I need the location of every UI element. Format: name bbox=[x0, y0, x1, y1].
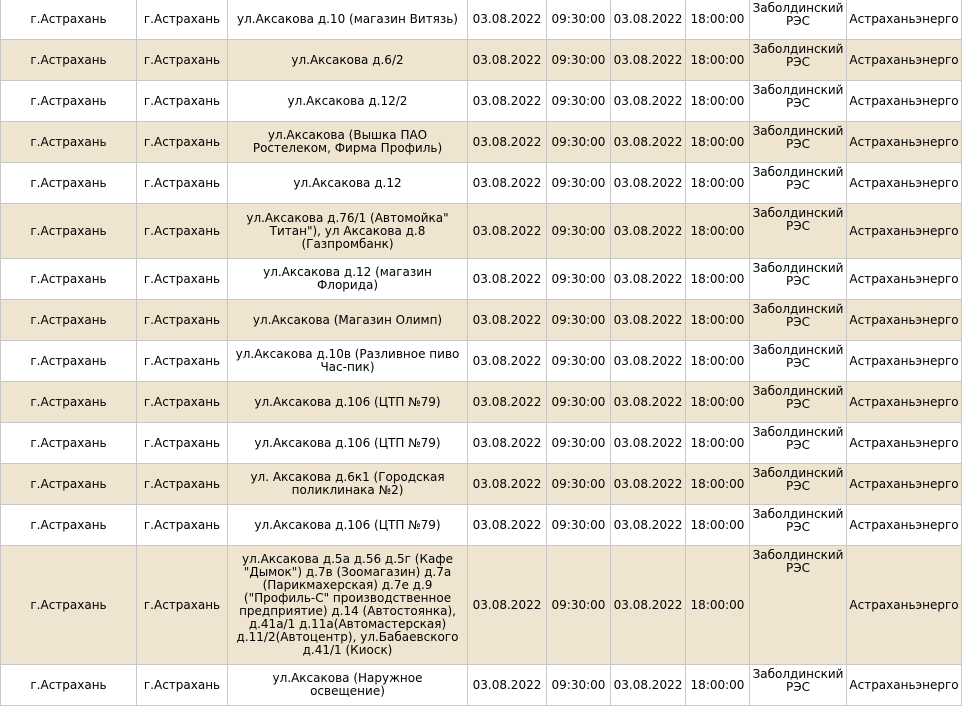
start-date-cell: 03.08.2022 bbox=[468, 300, 547, 341]
locality-cell: г.Астрахань bbox=[1, 259, 137, 300]
start-time-cell: 09:30:00 bbox=[547, 204, 611, 259]
settlement-cell: г.Астрахань bbox=[137, 300, 228, 341]
res-cell: Заболдинский РЭС bbox=[750, 259, 847, 300]
locality-cell: г.Астрахань bbox=[1, 341, 137, 382]
start-date-cell: 03.08.2022 bbox=[468, 341, 547, 382]
end-time-cell: 18:00:00 bbox=[686, 300, 750, 341]
table-row bbox=[1, 341, 962, 382]
end-time-cell: 18:00:00 bbox=[686, 0, 750, 40]
end-date-cell: 03.08.2022 bbox=[611, 300, 686, 341]
end-date-cell: 03.08.2022 bbox=[611, 546, 686, 665]
settlement-cell: г.Астрахань bbox=[137, 505, 228, 546]
table-row bbox=[1, 204, 962, 259]
settlement-cell: г.Астрахань bbox=[137, 204, 228, 259]
table-row bbox=[1, 81, 962, 122]
end-time-cell: 18:00:00 bbox=[686, 122, 750, 163]
res-cell: Заболдинский РЭС bbox=[750, 300, 847, 341]
company-cell: Астраханьэнерго bbox=[847, 122, 962, 163]
end-date-cell: 03.08.2022 bbox=[611, 505, 686, 546]
start-date-cell: 03.08.2022 bbox=[468, 546, 547, 665]
table-row bbox=[1, 163, 962, 204]
address-cell: ул.Аксакова д.106 (ЦТП №79) bbox=[228, 382, 468, 423]
res-cell: Заболдинский РЭС bbox=[750, 122, 847, 163]
table-row bbox=[1, 382, 962, 423]
locality-cell: г.Астрахань bbox=[1, 204, 137, 259]
address-cell: ул.Аксакова д.106 (ЦТП №79) bbox=[228, 423, 468, 464]
start-date-cell: 03.08.2022 bbox=[468, 81, 547, 122]
end-date-cell: 03.08.2022 bbox=[611, 423, 686, 464]
company-cell: Астраханьэнерго bbox=[847, 505, 962, 546]
table-row bbox=[1, 300, 962, 341]
locality-cell: г.Астрахань bbox=[1, 423, 137, 464]
end-time-cell: 18:00:00 bbox=[686, 204, 750, 259]
end-time-cell: 18:00:00 bbox=[686, 546, 750, 665]
locality-cell: г.Астрахань bbox=[1, 0, 137, 40]
end-date-cell: 03.08.2022 bbox=[611, 259, 686, 300]
start-time-cell: 09:30:00 bbox=[547, 40, 611, 81]
settlement-cell: г.Астрахань bbox=[137, 122, 228, 163]
table-row bbox=[1, 40, 962, 81]
address-cell: ул.Аксакова д.76/1 (Автомойка" Титан"), ул Аксакова д.8 (Газпромбанк) bbox=[228, 204, 468, 259]
table-row bbox=[1, 423, 962, 464]
end-date-cell: 03.08.2022 bbox=[611, 341, 686, 382]
start-time-cell: 09:30:00 bbox=[547, 0, 611, 40]
company-cell: Астраханьэнерго bbox=[847, 163, 962, 204]
company-cell: Астраханьэнерго bbox=[847, 81, 962, 122]
start-date-cell: 03.08.2022 bbox=[468, 464, 547, 505]
res-cell: Заболдинский РЭС bbox=[750, 163, 847, 204]
start-time-cell: 09:30:00 bbox=[547, 423, 611, 464]
company-cell: Астраханьэнерго bbox=[847, 341, 962, 382]
start-date-cell: 03.08.2022 bbox=[468, 423, 547, 464]
address-cell: ул. Аксакова д.6к1 (Городская поликлинака №2) bbox=[228, 464, 468, 505]
end-date-cell: 03.08.2022 bbox=[611, 163, 686, 204]
settlement-cell: г.Астрахань bbox=[137, 0, 228, 40]
address-cell: ул.Аксакова (Магазин Олимп) bbox=[228, 300, 468, 341]
start-date-cell: 03.08.2022 bbox=[468, 122, 547, 163]
address-cell: ул.Аксакова д.106 (ЦТП №79) bbox=[228, 505, 468, 546]
start-time-cell: 09:30:00 bbox=[547, 464, 611, 505]
res-cell: Заболдинский РЭС bbox=[750, 0, 847, 40]
company-cell: Астраханьэнерго bbox=[847, 423, 962, 464]
address-cell: ул.Аксакова д.6/2 bbox=[228, 40, 468, 81]
table-row bbox=[1, 665, 962, 706]
end-date-cell: 03.08.2022 bbox=[611, 81, 686, 122]
res-cell: Заболдинский РЭС bbox=[750, 423, 847, 464]
res-cell: Заболдинский РЭС bbox=[750, 81, 847, 122]
end-date-cell: 03.08.2022 bbox=[611, 464, 686, 505]
res-cell: Заболдинский РЭС bbox=[750, 505, 847, 546]
locality-cell: г.Астрахань bbox=[1, 300, 137, 341]
address-cell: ул.Аксакова д.5а д.56 д.5г (Кафе "Дымок") д.7в (Зоомагазин) д.7а (Парикмахерская) д.7е д.9 ("Профиль-С" производственное предприятие) д.14 (Автостоянка), д.41а/1 д.11а(Автомастерская) д.11/2(Автоцентр), ул.Бабаевского д.41/1 (Киоск) bbox=[228, 546, 468, 665]
start-time-cell: 09:30:00 bbox=[547, 665, 611, 706]
settlement-cell: г.Астрахань bbox=[137, 546, 228, 665]
end-date-cell: 03.08.2022 bbox=[611, 204, 686, 259]
end-date-cell: 03.08.2022 bbox=[611, 665, 686, 706]
company-cell: Астраханьэнерго bbox=[847, 204, 962, 259]
locality-cell: г.Астрахань bbox=[1, 665, 137, 706]
start-date-cell: 03.08.2022 bbox=[468, 382, 547, 423]
res-cell: Заболдинский РЭС bbox=[750, 382, 847, 423]
settlement-cell: г.Астрахань bbox=[137, 341, 228, 382]
start-date-cell: 03.08.2022 bbox=[468, 505, 547, 546]
end-date-cell: 03.08.2022 bbox=[611, 40, 686, 81]
start-time-cell: 09:30:00 bbox=[547, 505, 611, 546]
locality-cell: г.Астрахань bbox=[1, 163, 137, 204]
end-time-cell: 18:00:00 bbox=[686, 505, 750, 546]
locality-cell: г.Астрахань bbox=[1, 505, 137, 546]
end-date-cell: 03.08.2022 bbox=[611, 0, 686, 40]
settlement-cell: г.Астрахань bbox=[137, 382, 228, 423]
start-time-cell: 09:30:00 bbox=[547, 259, 611, 300]
company-cell: Астраханьэнерго bbox=[847, 464, 962, 505]
settlement-cell: г.Астрахань bbox=[137, 81, 228, 122]
address-cell: ул.Аксакова (Наружное освещение) bbox=[228, 665, 468, 706]
locality-cell: г.Астрахань bbox=[1, 382, 137, 423]
start-time-cell: 09:30:00 bbox=[547, 122, 611, 163]
company-cell: Астраханьэнерго bbox=[847, 0, 962, 40]
start-time-cell: 09:30:00 bbox=[547, 81, 611, 122]
start-date-cell: 03.08.2022 bbox=[468, 665, 547, 706]
end-time-cell: 18:00:00 bbox=[686, 341, 750, 382]
address-cell: ул.Аксакова д.10 (магазин Витязь) bbox=[228, 0, 468, 40]
address-cell: ул.Аксакова (Вышка ПАО Ростелеком, Фирма Профиль) bbox=[228, 122, 468, 163]
settlement-cell: г.Астрахань bbox=[137, 464, 228, 505]
company-cell: Астраханьэнерго bbox=[847, 546, 962, 665]
start-date-cell: 03.08.2022 bbox=[468, 163, 547, 204]
settlement-cell: г.Астрахань bbox=[137, 40, 228, 81]
address-cell: ул.Аксакова д.12/2 bbox=[228, 81, 468, 122]
res-cell: Заболдинский РЭС bbox=[750, 665, 847, 706]
res-cell: Заболдинский РЭС bbox=[750, 546, 847, 665]
end-time-cell: 18:00:00 bbox=[686, 81, 750, 122]
start-date-cell: 03.08.2022 bbox=[468, 0, 547, 40]
locality-cell: г.Астрахань bbox=[1, 546, 137, 665]
start-date-cell: 03.08.2022 bbox=[468, 40, 547, 81]
table-row bbox=[1, 464, 962, 505]
end-date-cell: 03.08.2022 bbox=[611, 122, 686, 163]
end-time-cell: 18:00:00 bbox=[686, 665, 750, 706]
start-time-cell: 09:30:00 bbox=[547, 382, 611, 423]
settlement-cell: г.Астрахань bbox=[137, 259, 228, 300]
company-cell: Астраханьэнерго bbox=[847, 300, 962, 341]
start-date-cell: 03.08.2022 bbox=[468, 204, 547, 259]
res-cell: Заболдинский РЭС bbox=[750, 204, 847, 259]
table-row bbox=[1, 259, 962, 300]
company-cell: Астраханьэнерго bbox=[847, 40, 962, 81]
start-time-cell: 09:30:00 bbox=[547, 300, 611, 341]
settlement-cell: г.Астрахань bbox=[137, 665, 228, 706]
table-row bbox=[1, 505, 962, 546]
end-time-cell: 18:00:00 bbox=[686, 382, 750, 423]
end-time-cell: 18:00:00 bbox=[686, 40, 750, 81]
end-time-cell: 18:00:00 bbox=[686, 423, 750, 464]
start-time-cell: 09:30:00 bbox=[547, 341, 611, 382]
company-cell: Астраханьэнерго bbox=[847, 382, 962, 423]
settlement-cell: г.Астрахань bbox=[137, 423, 228, 464]
res-cell: Заболдинский РЭС bbox=[750, 341, 847, 382]
address-cell: ул.Аксакова д.12 (магазин Флорида) bbox=[228, 259, 468, 300]
company-cell: Астраханьэнерго bbox=[847, 259, 962, 300]
settlement-cell: г.Астрахань bbox=[137, 163, 228, 204]
company-cell: Астраханьэнерго bbox=[847, 665, 962, 706]
res-cell: Заболдинский РЭС bbox=[750, 464, 847, 505]
end-time-cell: 18:00:00 bbox=[686, 259, 750, 300]
end-time-cell: 18:00:00 bbox=[686, 163, 750, 204]
locality-cell: г.Астрахань bbox=[1, 40, 137, 81]
start-time-cell: 09:30:00 bbox=[547, 163, 611, 204]
address-cell: ул.Аксакова д.12 bbox=[228, 163, 468, 204]
address-cell: ул.Аксакова д.10в (Разливное пиво Час-пик) bbox=[228, 341, 468, 382]
end-date-cell: 03.08.2022 bbox=[611, 382, 686, 423]
table-row bbox=[1, 122, 962, 163]
table-row bbox=[1, 0, 962, 40]
start-date-cell: 03.08.2022 bbox=[468, 259, 547, 300]
res-cell: Заболдинский РЭС bbox=[750, 40, 847, 81]
locality-cell: г.Астрахань bbox=[1, 464, 137, 505]
locality-cell: г.Астрахань bbox=[1, 81, 137, 122]
table-row bbox=[1, 546, 962, 665]
start-time-cell: 09:30:00 bbox=[547, 546, 611, 665]
end-time-cell: 18:00:00 bbox=[686, 464, 750, 505]
locality-cell: г.Астрахань bbox=[1, 122, 137, 163]
